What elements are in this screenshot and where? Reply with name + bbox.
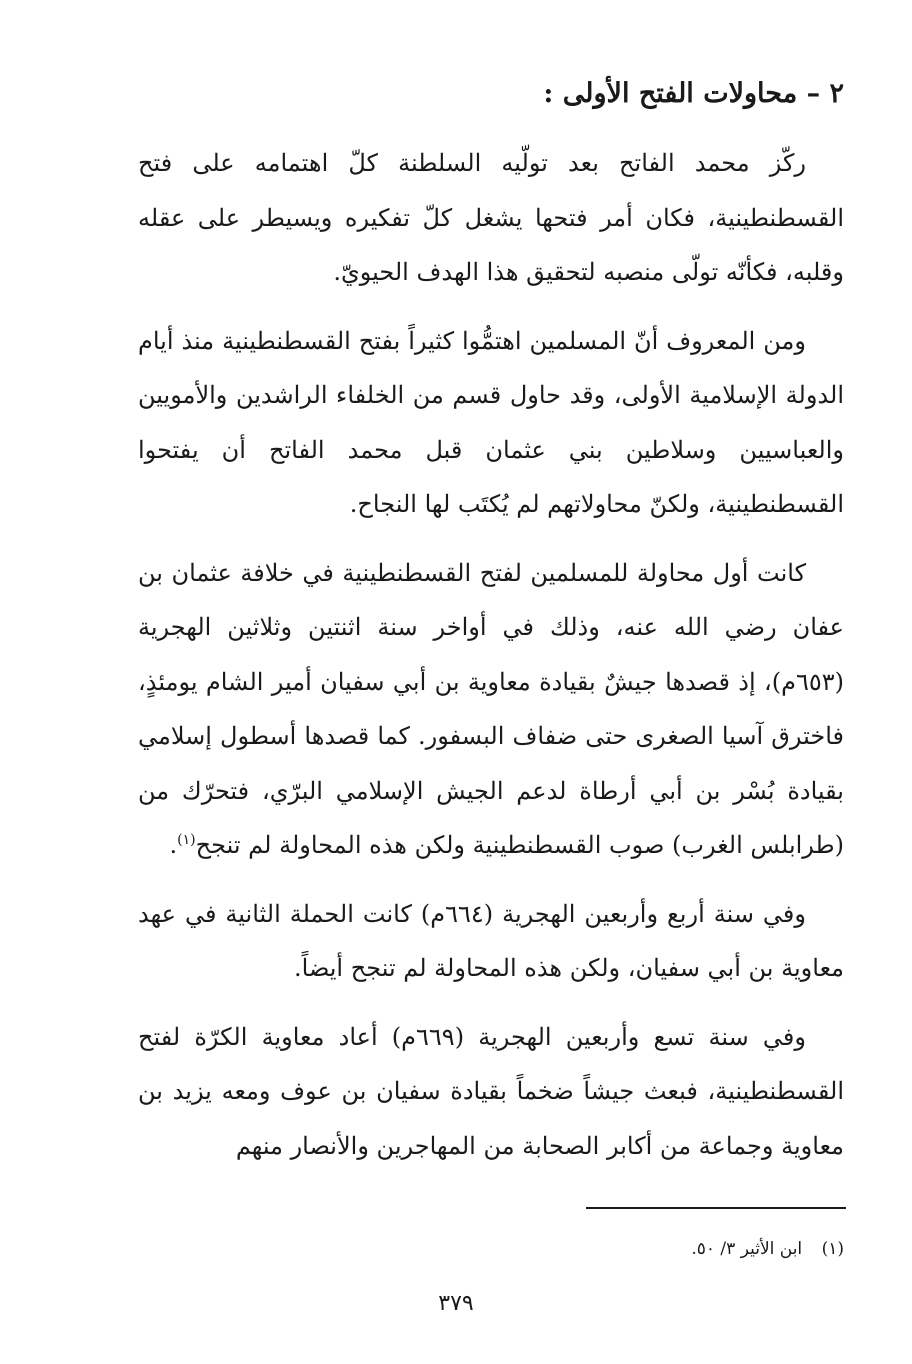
paragraph-3 (138, 546, 844, 873)
footnote-number: (١) (821, 1239, 844, 1259)
page-number: ٣٧٩ (438, 1291, 474, 1316)
paragraph-2: ومن المعروف أنّ المسلمين اهتمُّوا كثيراً بفتح القسطنطينية منذ أيام الدولة الإسلامية الأولى، وقد حاول قسم من الخلفاء الراشدين والأمويين والعباسيين وسلاطين بني عثمان قبل محمد الفاتح أن يفتحوا القسطنطينية، ولكنّ محاولاتهم لم يُكتَب لها النجاح. (138, 326, 844, 518)
paragraph-1: ركّز محمد الفاتح بعد تولّيه السلطنة كلّ اهتمامه على فتح القسطنطينية، فكان أمر فتحها يشغل كلّ تفكيره ويسيطر على عقله وقلبه، فكأنّه تولّى منصبه لتحقيق هذا الهدف الحيويّ. (138, 149, 844, 286)
text-block (138, 72, 844, 1187)
paragraph-5: وفي سنة تسع وأربعين الهجرية (٦٦٩م) أعاد معاوية الكرّة لفتح القسطنطينية، فبعث جيشاً ضخماً بقيادة سفيان بن عوف ومعه يزيد بن معاوية وجماعة من أكابر الصحابة من المهاجرين والأنصار منهم (138, 1022, 844, 1160)
footnote-divider (586, 1207, 846, 1209)
paragraph-3-text: كانت أول محاولة للمسلمين لفتح القسطنطينية في خلافة عثمان بن عفان رضي الله عنه، وذلك في أواخر سنة اثنتين وثلاثين الهجرية (٦٥٣م)، إذ قصدها جيشٌ بقيادة معاوية بن أبي سفيان أمير الشام يومئذٍ، فاخترق آسيا الصغرى حتى ضفاف البسفور. كما قصدها أسطول إسلامي بقيادة بُسْر بن أبي أرطاة لدعم الجيش الإسلامي البرّي، فتحرّك من (طرابلس الغرب) صوب القسطنطينية ولكن هذه المحاولة لم تنجح (138, 558, 845, 859)
footnote-text: ابن الأثير ٣/ ٥٠. (691, 1239, 803, 1259)
paragraph-3-end: . (169, 831, 178, 859)
section-heading: ٢ – محاولات الفتح الأولى : (543, 78, 844, 109)
footnote-marker: (١) (177, 832, 196, 848)
paragraph-4: وفي سنة أربع وأربعين الهجرية (٦٦٤م) كانت الحملة الثانية في عهد معاوية بن أبي سفيان، ولكن هذه المحاولة لم تنجح أيضاً. (138, 899, 844, 982)
footnote (138, 1234, 844, 1264)
